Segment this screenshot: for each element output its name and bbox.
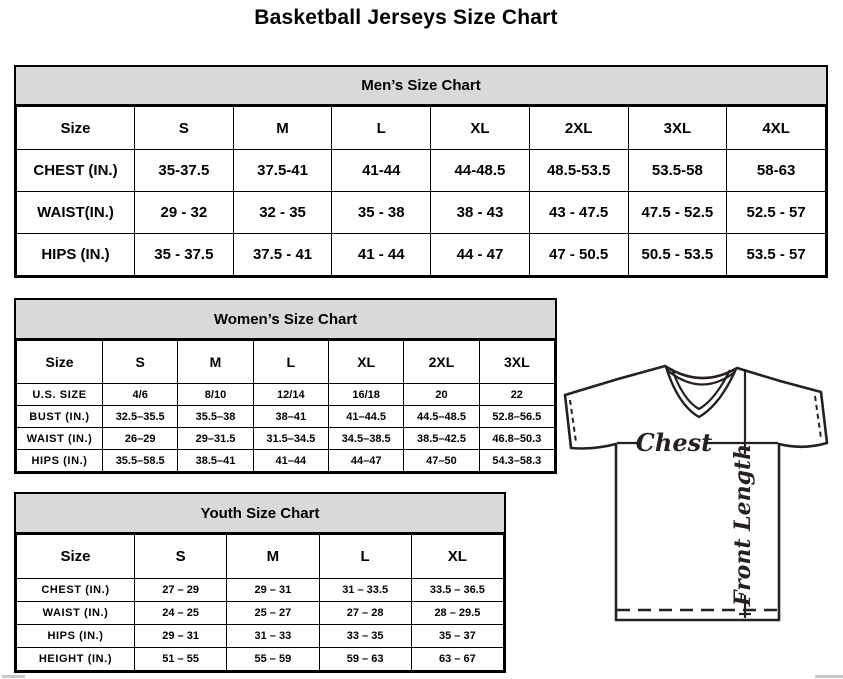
table-cell: 34.5–38.5: [328, 428, 403, 450]
table-cell: 54.3–58.3: [479, 450, 554, 472]
table-cell: 31 – 33: [227, 625, 319, 648]
table-cell: 35 – 37: [411, 625, 503, 648]
womens-table: [16, 340, 555, 472]
row-label: HIPS (IN.): [17, 450, 103, 472]
row-label: WAIST (IN.): [17, 428, 103, 450]
column-header: 3XL: [479, 341, 554, 384]
row-label: HIPS (IN.): [17, 234, 135, 276]
table-cell: 44 - 47: [431, 234, 530, 276]
row-label: CHEST (IN.): [17, 579, 135, 602]
table-row: [17, 450, 555, 472]
table-row: [17, 406, 555, 428]
front-length-label: Front Length: [730, 443, 756, 607]
table-cell: 43 - 47.5: [529, 192, 628, 234]
table-cell: 35.5–38: [178, 406, 253, 428]
table-row: [17, 579, 504, 602]
table-cell: 37.5 - 41: [233, 234, 332, 276]
table-cell: 51 – 55: [135, 648, 227, 671]
table-cell: 29 – 31: [135, 625, 227, 648]
table-cell: 63 – 67: [411, 648, 503, 671]
table-cell: 22: [479, 384, 554, 406]
table-cell: 52.5 - 57: [727, 192, 826, 234]
jersey-diagram: [555, 353, 843, 645]
column-header: XL: [328, 341, 403, 384]
youth-size-chart: [14, 492, 506, 673]
table-cell: 31 – 33.5: [319, 579, 411, 602]
scrollbar-fragment-right[interactable]: [815, 675, 843, 678]
table-cell: 59 – 63: [319, 648, 411, 671]
table-cell: 32 - 35: [233, 192, 332, 234]
table-cell: 44-48.5: [431, 150, 530, 192]
page-title: Basketball Jerseys Size Chart: [254, 6, 558, 29]
table-cell: 48.5-53.5: [529, 150, 628, 192]
table-cell: 58-63: [727, 150, 826, 192]
row-label: CHEST (IN.): [17, 150, 135, 192]
womens-chart-title: Women’s Size Chart: [16, 300, 555, 340]
column-header: S: [135, 107, 234, 150]
table-cell: 33 – 35: [319, 625, 411, 648]
table-cell: 27 – 29: [135, 579, 227, 602]
column-header: Size: [17, 535, 135, 579]
table-cell: 38–41: [253, 406, 328, 428]
column-header: M: [178, 341, 253, 384]
table-cell: 38 - 43: [431, 192, 530, 234]
column-header: 4XL: [727, 107, 826, 150]
table-cell: 33.5 – 36.5: [411, 579, 503, 602]
table-cell: 16/18: [328, 384, 403, 406]
table-cell: 8/10: [178, 384, 253, 406]
table-cell: 29–31.5: [178, 428, 253, 450]
column-header: XL: [411, 535, 503, 579]
table-cell: 24 – 25: [135, 602, 227, 625]
table-cell: 50.5 - 53.5: [628, 234, 727, 276]
table-row: [17, 384, 555, 406]
column-header: 3XL: [628, 107, 727, 150]
table-cell: 38.5–42.5: [404, 428, 479, 450]
table-cell: 38.5–41: [178, 450, 253, 472]
table-row: [17, 428, 555, 450]
table-cell: 47 - 50.5: [529, 234, 628, 276]
table-row: [17, 234, 826, 276]
table-cell: 52.8–56.5: [479, 406, 554, 428]
table-cell: 29 - 32: [135, 192, 234, 234]
table-cell: 47.5 - 52.5: [628, 192, 727, 234]
table-row: [17, 625, 504, 648]
scrollbar-fragment-left[interactable]: [2, 675, 25, 678]
table-cell: 37.5-41: [233, 150, 332, 192]
table-cell: 53.5-58: [628, 150, 727, 192]
table-cell: 35 - 38: [332, 192, 431, 234]
table-header-row: [17, 341, 555, 384]
column-header: L: [253, 341, 328, 384]
table-cell: 32.5–35.5: [103, 406, 178, 428]
row-label: WAIST (IN.): [17, 602, 135, 625]
column-header: Size: [17, 341, 103, 384]
column-header: L: [319, 535, 411, 579]
table-cell: 55 – 59: [227, 648, 319, 671]
column-header: 2XL: [404, 341, 479, 384]
mens-table: [16, 106, 826, 276]
table-cell: 53.5 - 57: [727, 234, 826, 276]
table-cell: 29 – 31: [227, 579, 319, 602]
table-cell: 47–50: [404, 450, 479, 472]
table-cell: 20: [404, 384, 479, 406]
table-cell: 41-44: [332, 150, 431, 192]
table-cell: 35.5–58.5: [103, 450, 178, 472]
row-label: BUST (IN.): [17, 406, 103, 428]
column-header: L: [332, 107, 431, 150]
mens-chart-title: Men’s Size Chart: [16, 67, 826, 106]
mens-size-chart: [14, 65, 828, 278]
table-cell: 44–47: [328, 450, 403, 472]
womens-size-chart: [14, 298, 557, 474]
column-header: S: [135, 535, 227, 579]
row-label: HIPS (IN.): [17, 625, 135, 648]
table-cell: 41–44: [253, 450, 328, 472]
column-header: M: [227, 535, 319, 579]
table-header-row: [17, 535, 504, 579]
youth-chart-title: Youth Size Chart: [16, 494, 504, 534]
table-row: [17, 648, 504, 671]
table-row: [17, 602, 504, 625]
table-cell: 27 – 28: [319, 602, 411, 625]
table-cell: 28 – 29.5: [411, 602, 503, 625]
table-cell: 35-37.5: [135, 150, 234, 192]
table-cell: 12/14: [253, 384, 328, 406]
row-label: U.S. SIZE: [17, 384, 103, 406]
column-header: M: [233, 107, 332, 150]
row-label: HEIGHT (IN.): [17, 648, 135, 671]
table-cell: 41 - 44: [332, 234, 431, 276]
table-cell: 25 – 27: [227, 602, 319, 625]
table-row: [17, 192, 826, 234]
jersey-outline: [565, 366, 827, 620]
table-cell: 4/6: [103, 384, 178, 406]
column-header: Size: [17, 107, 135, 150]
table-cell: 26–29: [103, 428, 178, 450]
column-header: 2XL: [529, 107, 628, 150]
table-header-row: [17, 107, 826, 150]
table-cell: 41–44.5: [328, 406, 403, 428]
column-header: XL: [431, 107, 530, 150]
table-row: [17, 150, 826, 192]
table-cell: 31.5–34.5: [253, 428, 328, 450]
table-cell: 44.5–48.5: [404, 406, 479, 428]
table-cell: 35 - 37.5: [135, 234, 234, 276]
chest-label: Chest: [635, 428, 713, 457]
table-cell: 46.8–50.3: [479, 428, 554, 450]
right-cuff-dashed-seam: [815, 396, 821, 438]
row-label: WAIST(IN.): [17, 192, 135, 234]
column-header: S: [103, 341, 178, 384]
youth-table: [16, 534, 504, 671]
